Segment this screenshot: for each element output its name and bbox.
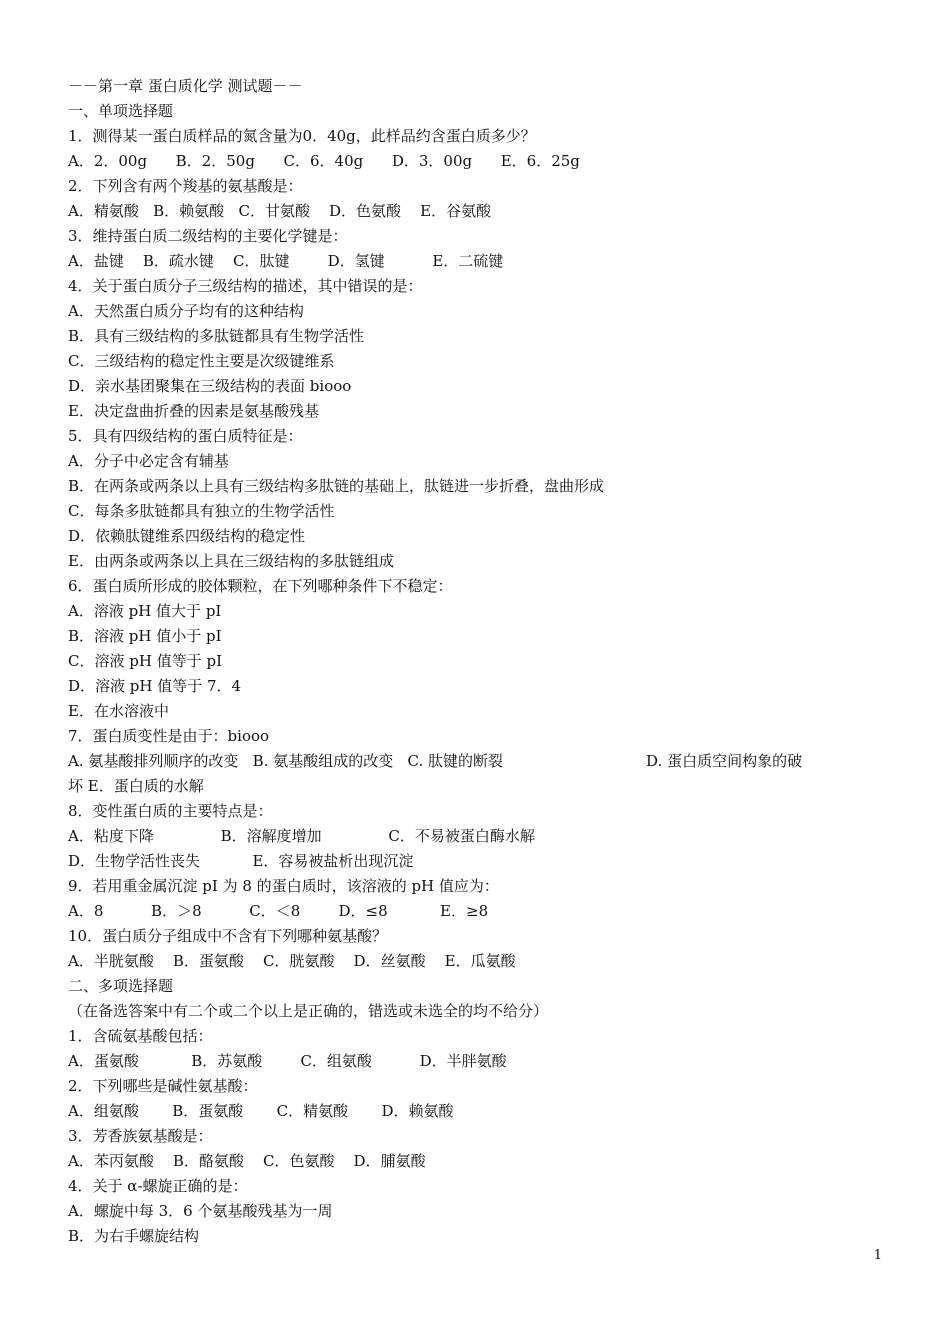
question-line: 4．关于蛋白质分子三级结构的描述，其中错误的是：: [68, 277, 423, 295]
section-heading: 二、多项选择题: [68, 977, 174, 995]
question-line: 2．下列含有两个羧基的氨基酸是：: [68, 177, 303, 195]
option-line: D．亲水基团聚集在三级结构的表面 biooo: [68, 377, 352, 395]
question-line: 1．测得某一蛋白质样品的氮含量为0．40g，此样品约含蛋白质多少？: [68, 127, 536, 145]
options-line: A．8 B．＞8 C．＜8 D．≤8 E．≥8: [68, 902, 489, 920]
options-line: D．生物学活性丧失 E．容易被盐析出现沉淀: [68, 852, 414, 870]
question-line: 6．蛋白质所形成的胶体颗粒，在下列哪种条件下不稳定：: [68, 577, 453, 595]
option-line: B．为右手螺旋结构: [68, 1227, 200, 1245]
option-line: B．具有三级结构的多肽链都具有生物学活性: [68, 327, 365, 345]
question-line: 3．维持蛋白质二级结构的主要化学键是：: [68, 227, 348, 245]
option-line: A．螺旋中每 3．6 个氨基酸残基为一周: [68, 1202, 333, 1220]
option-line: D．溶液 pH 值等于 7．4: [68, 677, 242, 695]
question-line: 1．含硫氨基酸包括：: [68, 1027, 213, 1045]
question-line: 5．具有四级结构的蛋白质特征是：: [68, 427, 303, 445]
options-line: A．组氨酸 B．蛋氨酸 C．精氨酸 D．赖氨酸: [68, 1102, 454, 1120]
question-line: 8．变性蛋白质的主要特点是：: [68, 802, 273, 820]
options-line-continued: 坏 E．蛋白质的水解: [68, 777, 204, 795]
options-line: A. 氨基酸排列顺序的改变 B. 氨基酸组成的改变 C. 肽键的断裂 D. 蛋白质空间构象的破: [68, 752, 803, 770]
options-line: A．盐键 B．疏水键 C．肽键 D．氢键 E．二硫键: [68, 252, 504, 270]
option-line: A．分子中必定含有辅基: [68, 452, 229, 470]
question-line: 10．蛋白质分子组成中不含有下列哪种氨基酸？: [68, 927, 388, 945]
options-line: A．粘度下降 B．溶解度增加 C．不易被蛋白酶水解: [68, 827, 535, 845]
section-heading: 一、单项选择题: [68, 102, 174, 120]
section-instructions: （在备选答案中有二个或二个以上是正确的，错选或未选全的均不给分）: [68, 1002, 549, 1020]
question-line: 7．蛋白质变性是由于：biooo: [68, 727, 270, 745]
option-line: B．在两条或两条以上具有三级结构多肽链的基础上，肽链进一步折叠，盘曲形成: [68, 477, 605, 495]
document-body: [68, 74, 898, 1249]
option-line: E．决定盘曲折叠的因素是氨基酸残基: [68, 402, 319, 420]
options-line: A．半胱氨酸 B．蛋氨酸 C．胱氨酸 D．丝氨酸 E．瓜氨酸: [68, 952, 516, 970]
option-line: C．三级结构的稳定性主要是次级键维系: [68, 352, 335, 370]
option-line: A．天然蛋白质分子均有的这种结构: [68, 302, 304, 320]
options-line: A．2．00g B．2．50g C．6．40g D．3．00g E．6．25g: [68, 152, 580, 170]
option-line: E．在水溶液中: [68, 702, 169, 720]
option-line: E．由两条或两条以上具在三级结构的多肽链组成: [68, 552, 394, 570]
question-line: 9．若用重金属沉淀 pI 为 8 的蛋白质时，该溶液的 pH 值应为：: [68, 877, 499, 895]
option-line: D．依赖肽键维系四级结构的稳定性: [68, 527, 306, 545]
options-line: A．苯丙氨酸 B．酪氨酸 C．色氨酸 D．脯氨酸: [68, 1152, 426, 1170]
option-line: C．溶液 pH 值等于 pI: [68, 652, 222, 670]
page-number: 1: [873, 1248, 882, 1263]
option-line: A．溶液 pH 值大于 pI: [68, 602, 222, 620]
option-line: B．溶液 pH 值小于 pI: [68, 627, 222, 645]
options-line: A．精氨酸 B．赖氨酸 C．甘氨酸 D．色氨酸 E．谷氨酸: [68, 202, 492, 220]
question-line: 4．关于 α-螺旋正确的是：: [68, 1177, 248, 1195]
chapter-title: －－第一章 蛋白质化学 测试题－－: [68, 77, 303, 95]
question-line: 3．芳香族氨基酸是：: [68, 1127, 213, 1145]
option-line: C．每条多肽链都具有独立的生物学活性: [68, 502, 335, 520]
question-line: 2．下列哪些是碱性氨基酸：: [68, 1077, 258, 1095]
options-line: A．蛋氨酸 B．苏氨酸 C．组氨酸 D．半胖氨酸: [68, 1052, 507, 1070]
